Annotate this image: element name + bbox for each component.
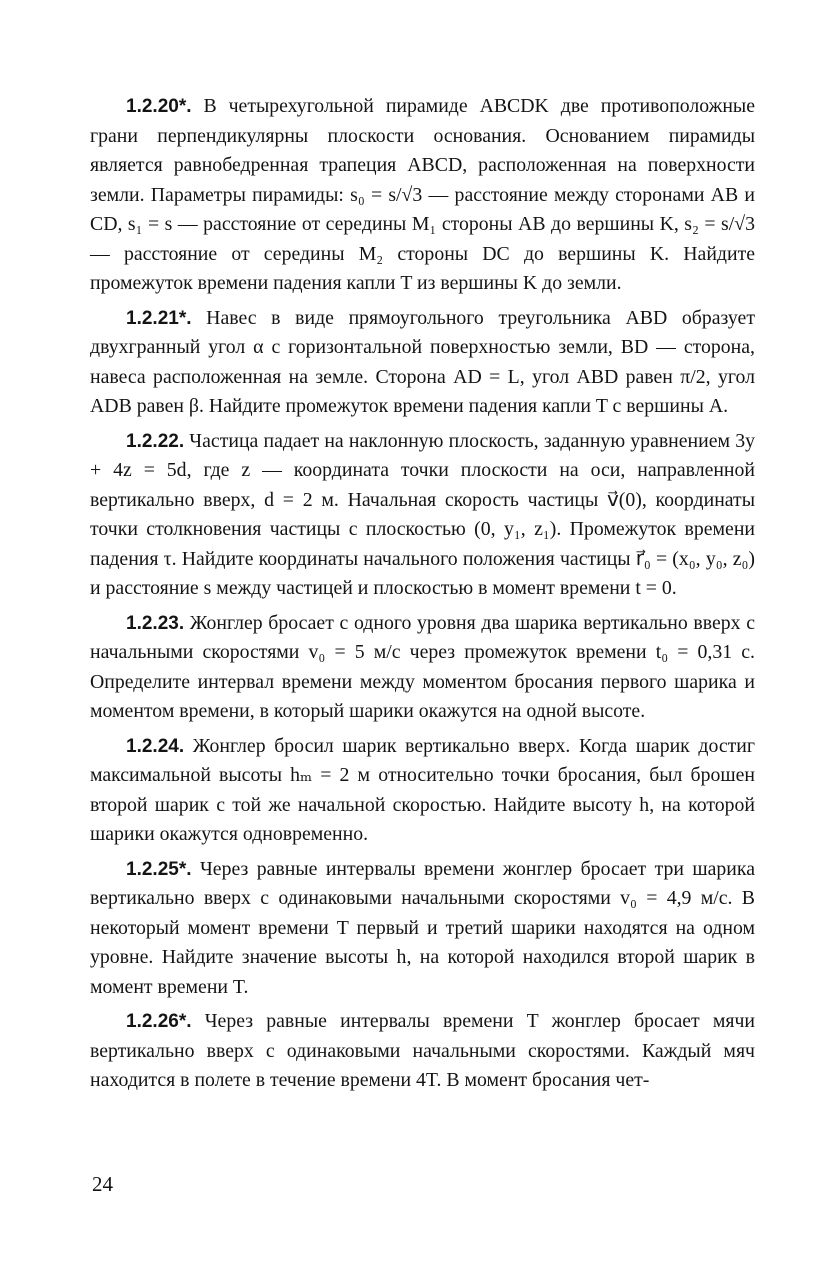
problem-1-2-24 (90, 732, 755, 850)
problem-text: Жонглер бросает с одного уровня два шарика вертикально вверх с начальными скоростями v₀ = 5 м/с через промежуток времени t₀ = 0,31 с. Определите интервал времени между моментом бросания первого шарика и моментом времени, в который шарики окажутся на одной высоте. (90, 611, 755, 722)
problem-number: 1.2.22. (126, 430, 185, 452)
problem-text: Навес в виде прямоугольного треугольника ABD образует двухгранный угол α с горизонтальной поверхностью земли, BD — сторона, навеса расположенная на земле. Сторона AD = L, угол ABD равен π/2, угол ADB равен β. Найдите промежуток времени падения капли T с вершины A. (90, 306, 755, 417)
problem-text: Жонглер бросил шарик вертикально вверх. Когда шарик достиг максимальной высоты hₘ = 2 м относительно точки бросания, был брошен второй шарик с той же начальной скоростью. Найдите высоту h, на которой шарики окажутся одновременно. (90, 734, 755, 845)
problem-text: Частица падает на наклонную плоскость, заданную уравнением 3y + 4z = 5d, где z — координата точки плоскости на оси, направленной вертикально вверх, d = 2 м. Начальная скорость частицы v⃗(0), координаты точки столкновения частицы с плоскостью (0, y₁, z₁). Промежуток времени падения τ. Найдите координаты начального положения частицы r⃗₀ = (x₀, y₀, z₀) и расстояние s между частицей и плоскостью в момент времени t = 0. (90, 429, 755, 599)
problem-number: 1.2.25*. (126, 858, 192, 880)
problem-number: 1.2.20*. (126, 96, 192, 117)
problem-text: Через равные интервалы времени жонглер бросает три шарика вертикально вверх с одинаковыми начальными скоростями v₀ = 4,9 м/с. В некоторый момент времени T первый и третий шарики находятся на одном уровне. Найдите значение высоты h, на которой находился второй шарик в момент времени T. (90, 857, 755, 998)
problem-1-2-22 (90, 427, 755, 604)
page-body (90, 92, 755, 1101)
problem-1-2-25 (90, 855, 755, 1003)
problem-1-2-26 (90, 1007, 755, 1096)
page-number: 24 (92, 1172, 113, 1196)
problem-1-2-23 (90, 609, 755, 727)
problem-text: Через равные интервалы времени T жонглер бросает мячи вертикально вверх с одинаковыми начальными скоростями. Каждый мяч находится в полете в течение времени 4T. В момент бросания чет- (90, 1010, 755, 1091)
problem-number: 1.2.24. (126, 735, 185, 757)
problem-text: В четырехугольной пирамиде ABCDK две противоположные грани перпендикулярны плоскости основания. Основанием пирамиды является равнобедренная трапеция ABCD, расположенная на поверхности земли. Параметры пирамиды: s₀ = s/√3 — расстояние между сторонами AB и CD, s₁ = s — расстояние от середины M₁ стороны AB до вершины K, s₂ = s/√3 — расстояние от середины M₂ стороны DC до вершины K. Найдите промежуток времени падения капли T из вершины K до земли. (90, 95, 755, 294)
problem-1-2-20 (90, 92, 755, 299)
problem-1-2-21 (90, 304, 755, 422)
problem-number: 1.2.26*. (126, 1011, 192, 1032)
problem-number: 1.2.23. (126, 612, 185, 634)
problem-number: 1.2.21*. (126, 307, 192, 329)
